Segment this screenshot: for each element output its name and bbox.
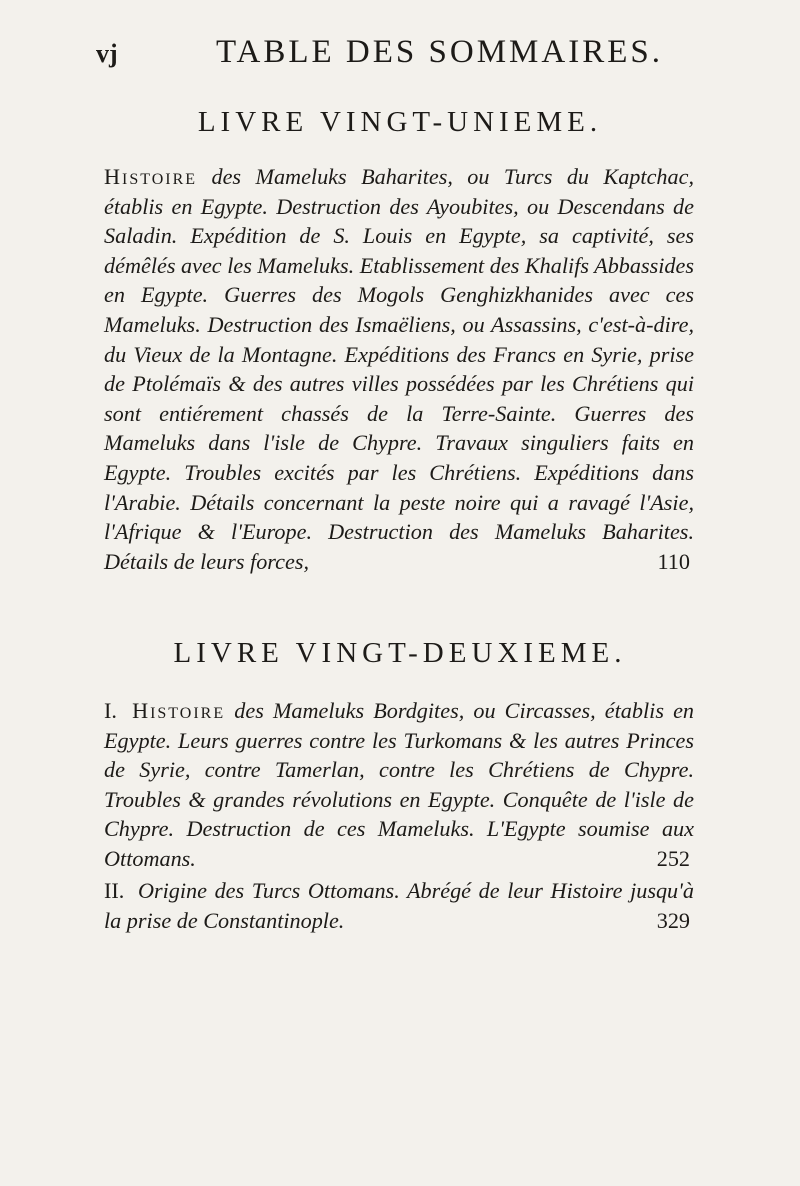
running-title: TABLE DES SOMMAIRES. xyxy=(216,34,663,70)
book-22-entry-1 xyxy=(104,696,694,874)
entry-text: des Mameluks Baharites, ou Turcs du Kaptchac, établis en Egypte. Destruction des Ayoubites, ou Descendans de Saladin. Expédition de S. Louis en Egypte, sa captivité, ses démêlés avec les Mameluks. Etablissement des Khalifs Abbassides en Egypte. Guerres des Mogols Genghizkhanides avec ces Mameluks. Destruction des Ismaëliens, ou Assassins, c'est-à-dire, du Vieux de la Montagne. Expéditions des Francs en Syrie, prise de Ptolémaïs & des autres villes possédées par les Chrétiens qui sont entiérement chassés de la Terre-Sainte. Guerres des Mameluks dans l'isle de Chypre. Travaux singuliers faits en Egypte. Troubles excités par les Chrétiens. Expéditions dans l'Arabie. Détails concernant la peste noire qui a ravagé l'Asie, l'Afrique & l'Europe. Destruction des Mameluks Baharites. Détails de leurs forces, xyxy=(104,164,694,574)
book-22-heading: LIVRE VINGT-DEUXIEME. xyxy=(173,637,627,669)
book-22-entry-2 xyxy=(104,876,694,935)
page-number: vj xyxy=(96,39,118,68)
entry-text: des Mameluks Bordgites, ou Circasses, établis en Egypte. Leurs guerres contre les Turkomans & les autres Princes de Syrie, contre Tamerlan, contre les Chrétiens de Chypre. Troubles & grandes révolutions en Egypte. Conquête de l'isle de Chypre. Destruction de ces Mameluks. L'Egypte soumise aux Ottomans. xyxy=(104,698,695,871)
page-header xyxy=(96,34,720,71)
entry-lead: Histoire xyxy=(132,698,226,723)
entry-numeral: II. xyxy=(104,878,125,903)
book-21-entry xyxy=(104,162,694,576)
entry-page-ref: 329 xyxy=(656,907,690,933)
entry-page-ref: 110 xyxy=(657,548,690,574)
entry-numeral: I. xyxy=(104,698,117,723)
entry-lead: Histoire xyxy=(104,164,198,189)
entry-text: Origine des Turcs Ottomans. Abrégé de leur Histoire jusqu'à la prise de Constantinople. xyxy=(104,878,694,933)
entry-page-ref: 252 xyxy=(656,845,690,871)
book-21-heading: LIVRE VINGT-UNIEME. xyxy=(197,106,603,138)
